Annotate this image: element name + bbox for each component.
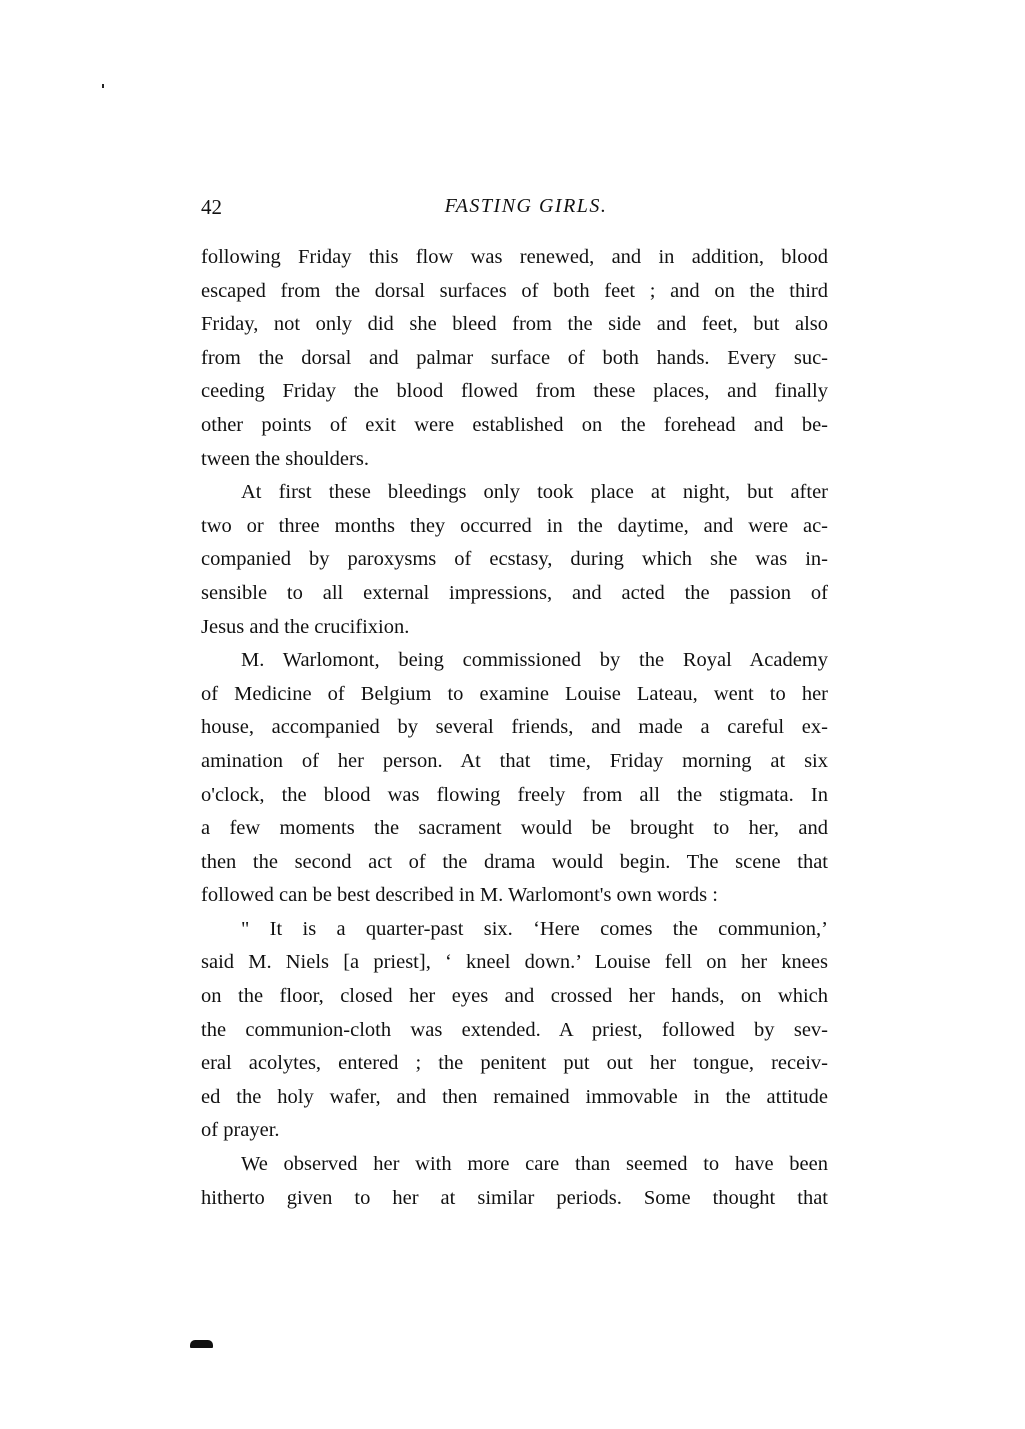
text-line: We observed her with more care than seemed to have been bbox=[241, 1153, 828, 1176]
text-line: o'clock, the blood was flowing freely from all the stigmata. In bbox=[201, 783, 828, 806]
paragraph bbox=[201, 476, 828, 644]
text-line: said M. Niels [a priest], ‘ kneel down.’ Louise fell on her knees bbox=[201, 951, 828, 974]
body-text bbox=[201, 241, 828, 1215]
ink-smudge bbox=[190, 1340, 213, 1348]
paragraph bbox=[201, 913, 828, 1148]
text-line: the communion-cloth was extended. A priest, followed by sev- bbox=[201, 1018, 828, 1041]
text-line: house, accompanied by several friends, and made a careful ex- bbox=[201, 716, 828, 739]
running-head: FASTING GIRLS. bbox=[444, 195, 608, 217]
text-line: companied by paroxysms of ecstasy, during which she was in- bbox=[201, 548, 828, 571]
page-number: 42 bbox=[201, 195, 222, 219]
text-line: of Medicine of Belgium to examine Louise Lateau, went to her bbox=[201, 682, 828, 705]
text-line: a few moments the sacrament would be brought to her, and bbox=[201, 817, 828, 840]
text-line: followed can be best described in M. Warlomont's own words : bbox=[201, 884, 718, 907]
scan-speck bbox=[102, 84, 104, 88]
text-line: M. Warlomont, being commissioned by the Royal Academy bbox=[241, 649, 828, 672]
text-line: then the second act of the drama would begin. The scene that bbox=[201, 850, 828, 873]
text-line: on the floor, closed her eyes and crossed her hands, on which bbox=[201, 985, 828, 1008]
page-header bbox=[201, 195, 831, 225]
text-line: escaped from the dorsal surfaces of both feet ; and on the third bbox=[201, 279, 828, 302]
text-line: Friday, not only did she bleed from the side and feet, but also bbox=[201, 313, 828, 336]
text-line: " It is a quarter-past six. ‘Here comes the communion,’ bbox=[241, 917, 828, 940]
text-line: of prayer. bbox=[201, 1119, 280, 1142]
text-line: other points of exit were established on the forehead and be- bbox=[201, 413, 828, 436]
text-line: amination of her person. At that time, Friday morning at six bbox=[201, 749, 828, 772]
paragraph bbox=[201, 644, 828, 913]
text-line: from the dorsal and palmar surface of both hands. Every suc- bbox=[201, 346, 828, 369]
text-line: eral acolytes, entered ; the penitent put out her tongue, receiv- bbox=[201, 1052, 828, 1075]
paragraph bbox=[201, 241, 828, 476]
paragraph bbox=[201, 1148, 828, 1215]
text-line: tween the shoulders. bbox=[201, 447, 369, 470]
text-line: following Friday this flow was renewed, and in addition, blood bbox=[201, 246, 828, 268]
text-line: ceeding Friday the blood flowed from these places, and finally bbox=[201, 380, 828, 403]
text-line: ed the holy wafer, and then remained immovable in the attitude bbox=[201, 1085, 828, 1108]
text-line: two or three months they occurred in the daytime, and were ac- bbox=[201, 514, 828, 537]
text-line: sensible to all external impressions, and acted the passion of bbox=[201, 581, 828, 604]
text-line: hitherto given to her at similar periods. Some thought that bbox=[201, 1186, 828, 1209]
text-line: At first these bleedings only took place at night, but after bbox=[241, 481, 828, 504]
text-line: Jesus and the crucifixion. bbox=[201, 615, 410, 638]
